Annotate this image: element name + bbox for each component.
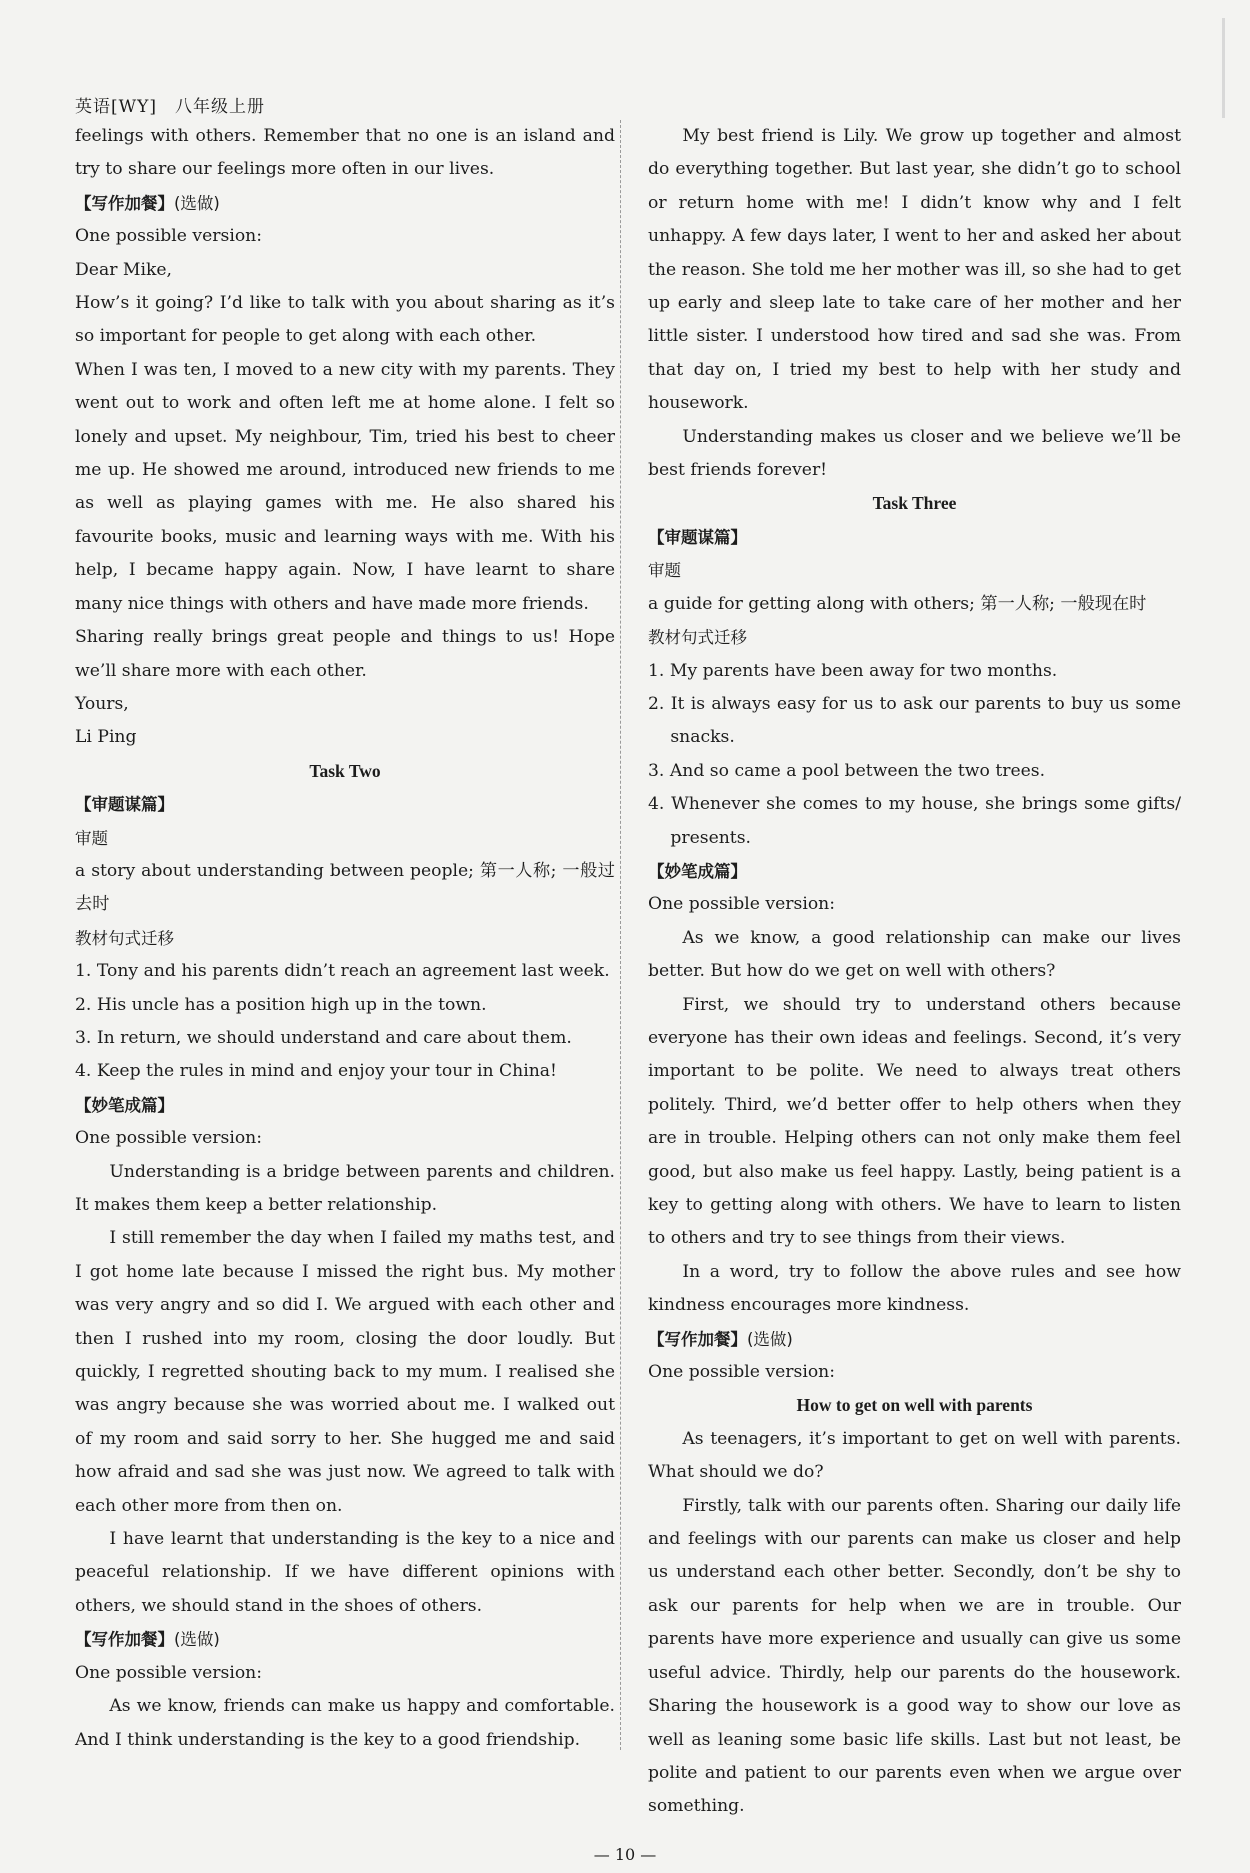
body-text: When I was ten, I moved to a new city with my parents. They went out to work and often left me at home alone. I felt so lonely and upset. My neighbour, Tim, tried his best to cheer me up. He showed me around, introduced new friends to me as well as playing games with me. He also shared his favourite books, music and learning ways with me. With his help, I became happy again. Now, I have learnt to share many nice things with others and have made more friends. [75,359,615,614]
body-text: Dear Mike, [75,259,173,280]
body-text: Yours, [75,693,129,714]
body-paragraph: Understanding is a bridge between parents and children. It makes them keep a better relationship. [75,1161,615,1215]
section-tag [648,1323,1181,1356]
optional-note: (选做) [747,1329,793,1349]
section-heading: Task Three [872,493,957,514]
subheading: 教材句式迁移 [648,628,747,648]
body-paragraph: I still remember the day when I failed my maths test, and I got home late because I missed the right bus. My mother was very angry and so did I. We argued with each other and then I rushed into my room, closing the door loudly. But quickly, I regretted shouting back to my mum. I realised she was angry because she was worried about me. I walked out of my room and said sorry to her. She hugged me and said how afraid and sad she was just now. We agreed to talk with each other more from then on. [75,1228,615,1516]
section-tag-label: 【妙笔成篇】 [648,861,747,881]
body-text: One possible version: [75,1662,263,1683]
body-text: One possible version: [648,1362,836,1383]
numbered-sentence: 1. Tony and his parents didn’t reach an agreement last week. [75,961,610,982]
body-text: a guide for getting along with others; 第一人称; 一般现在时 [648,593,1147,614]
section-tag [75,187,615,220]
section-tag-label: 【写作加餐】 [75,1630,174,1650]
numbered-sentence: 1. My parents have been away for two months. [648,660,1058,681]
section-tag-label: 【审题谋篇】 [75,795,174,815]
numbered-sentence: 4. Keep the rules in mind and enjoy your tour in China! [75,1061,557,1082]
section-tag-label: 【审题谋篇】 [648,527,747,547]
left-column [75,120,615,1757]
subheading: 审题 [75,828,108,848]
section-heading: How to get on well with parents [796,1395,1033,1416]
body-text: Li Ping [75,727,137,748]
body-paragraph: As we know, a good relationship can make our lives better. But how do we get on well with others? [648,927,1181,982]
page-number: — 10 — [593,1845,657,1864]
numbered-sentence: 2. It is always easy for us to ask our parents to buy us some snacks. [648,693,1181,748]
numbered-sentence: 4. Whenever she comes to my house, she brings some gifts/ presents. [648,794,1181,848]
body-paragraph: As we know, friends can make us happy and comfortable. And I think understanding is the key to a good friendship. [75,1696,615,1750]
body-text: feelings with others. Remember that no one is an island and try to share our feelings more often in our lives. [75,126,615,180]
body-paragraph: I have learnt that understanding is the key to a nice and peaceful relationship. If we have different opinions with others, we should stand in the shoes of others. [75,1529,615,1616]
body-paragraph: As teenagers, it’s important to get on well with parents. What should we do? [648,1428,1181,1483]
body-paragraph: In a word, try to follow the above rules and see how kindness encourages more kindness. [648,1261,1181,1316]
body-paragraph: My best friend is Lily. We grow up together and almost do everything together. But last year, she didn’t go to school or return home with me! I didn’t know why and I felt unhappy. A few days later, I went to her and asked her about the reason. She told me her mother was ill, so she had to get up early and sleep late to take care of her mother and her little sister. I understood how tired and sad she was. From that day on, I tried my best to help with her study and housework. [648,126,1181,414]
section-tag-label: 【妙笔成篇】 [75,1095,174,1115]
numbered-sentence: 2. His uncle has a position high up in the town. [75,994,487,1015]
running-header: 英语[WY] 八年级上册 [75,97,265,117]
section-heading: Task Two [309,760,381,781]
body-text: One possible version: [648,894,836,915]
numbered-sentence: 3. And so came a pool between the two trees. [648,760,1046,781]
numbered-sentence: 3. In return, we should understand and care about them. [75,1027,572,1048]
body-text: One possible version: [75,1128,263,1149]
optional-note: (选做) [174,1630,220,1650]
section-tag [75,788,615,821]
page-edge-shadow [1222,18,1225,118]
body-paragraph: Understanding makes us closer and we believe we’ll be best friends forever! [648,426,1181,481]
column-divider [620,120,621,1750]
body-paragraph: First, we should try to understand others because everyone has their own ideas and feelings. Second, it’s very important to be polite. We need to always treat others politely. Third, we’d better offer to help others when they are in trouble. Helping others can not only make them feel good, but also make us feel happy. Lastly, being patient is a key to getting along with others. We have to learn to listen to others and try to see things from their views. [648,994,1181,1249]
body-paragraph: Firstly, talk with our parents often. Sharing our daily life and feelings with our parents can make us closer and help us understand each other better. Secondly, don’t be shy to ask our parents for help when we are in trouble. Our parents have more experience and usually can give us some useful advice. Thirdly, help our parents do the housework. Sharing the housework is a good way to show our love as well as leaning some basic life skills. Last but not least, be polite and patient to our parents even when we argue over something. [648,1495,1181,1817]
body-text: How’s it going? I’d like to talk with you about sharing as it’s so important for people to get along with each other. [75,293,615,347]
body-text: a story about understanding between people; 第一人称; 一般过去时 [75,860,615,915]
section-tag [75,1623,615,1656]
section-tag [648,521,1181,554]
optional-note: (选做) [174,193,220,213]
right-column [648,120,1181,1824]
subheading: 教材句式迁移 [75,928,174,948]
body-text: One possible version: [75,226,263,247]
body-text: Sharing really brings great people and things to us! Hope we’ll share more with each other. [75,627,615,681]
subheading: 审题 [648,561,681,581]
section-tag-label: 【写作加餐】 [648,1329,747,1349]
section-tag-label: 【写作加餐】 [75,193,174,213]
section-tag [648,855,1181,888]
section-tag [75,1089,615,1122]
